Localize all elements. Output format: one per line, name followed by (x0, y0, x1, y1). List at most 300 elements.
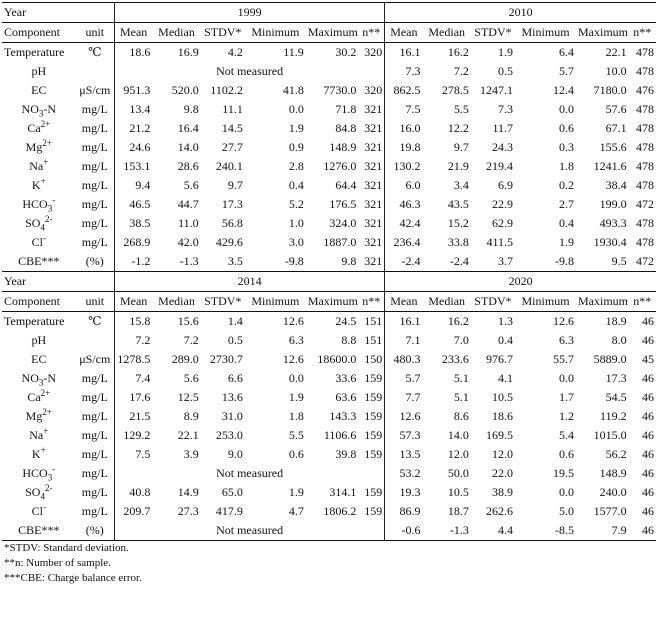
minimum-value: 0.4 (559, 216, 575, 230)
table-figure (2, 2, 656, 586)
median-value: 14.0 (447, 428, 469, 442)
year-2010: 2010 (385, 3, 656, 23)
median-value: 27.3 (177, 504, 199, 518)
n-value: 159 (358, 369, 384, 388)
mean-value: 18.6 (129, 45, 151, 59)
n-value: 321 (358, 138, 384, 157)
not-measured-note: Not measured (114, 62, 384, 81)
unit-cell: μS/cm (76, 350, 115, 369)
maximum-value: 119.2 (600, 409, 627, 423)
minimum-value: 1.9 (288, 485, 304, 499)
table-row (2, 195, 656, 214)
minimum-value: 0.2 (559, 178, 575, 192)
maximum-value: 148.9 (599, 466, 627, 480)
table-row (2, 426, 656, 445)
mean-value: 13.5 (399, 447, 421, 461)
maximum-value: 10.0 (605, 64, 627, 78)
stdv-value: 12.0 (492, 447, 514, 461)
minimum-header: Minimum (515, 23, 576, 43)
maximum-value: 1241.6 (593, 159, 627, 173)
unit-cell: ℃ (76, 312, 115, 332)
n-value: 321 (358, 100, 384, 119)
minimum-value: 5.4 (559, 428, 575, 442)
table-row (2, 388, 656, 407)
table-row (2, 445, 656, 464)
mean-value: 53.2 (399, 466, 421, 480)
unit-cell: (%) (76, 252, 115, 272)
maximum-value: 143.3 (329, 409, 357, 423)
maximum-value: 7.9 (576, 521, 629, 541)
maximum-value: 30.2 (335, 45, 357, 59)
table-row (2, 483, 656, 502)
table-row (2, 464, 656, 483)
minimum-value: 0.9 (288, 140, 304, 154)
table-row (2, 312, 656, 332)
minimum-value: 5.5 (288, 428, 304, 442)
n-value: 159 (358, 483, 384, 502)
table-row (2, 100, 656, 119)
median-value: 9.7 (453, 140, 469, 154)
component-name: $SO_4^{2-}$ (25, 214, 53, 233)
minimum-value: 19.5 (553, 466, 575, 480)
minimum-value: 1.8 (559, 159, 575, 173)
maximum-value: 148.9 (329, 140, 357, 154)
minimum-value: 0.6 (288, 447, 304, 461)
n-value: 320 (358, 81, 384, 100)
stdv-value: 6.6 (227, 371, 243, 385)
maximum-header: Maximum (576, 292, 629, 312)
maximum-value: 56.2 (605, 447, 627, 461)
minimum-value: -9.8 (515, 252, 576, 272)
minimum-value: 1.2 (559, 409, 575, 423)
median-value: 5.6 (183, 178, 199, 192)
component-name: $HCO_3^-$ (22, 464, 56, 483)
year-2014: 2014 (114, 272, 384, 292)
maximum-value: 1577.0 (593, 504, 627, 518)
n-value: 478 (636, 178, 654, 192)
n-value: 159 (358, 388, 384, 407)
maximum-value: 1930.4 (593, 235, 627, 249)
n-value: 478 (636, 235, 654, 249)
stdv-value: 9.0 (227, 447, 243, 461)
maximum-value: 324.0 (329, 216, 357, 230)
n-header: n** (629, 292, 656, 312)
minimum-value: 1.9 (288, 121, 304, 135)
minimum-value: 12.6 (282, 352, 304, 366)
unit-cell: mg/L (76, 100, 115, 119)
column-header-row (2, 23, 656, 43)
mean-value: 7.3 (405, 64, 421, 78)
unit-cell: (%) (76, 521, 115, 541)
minimum-value: 1.9 (559, 235, 575, 249)
maximum-value: 8.8 (341, 333, 357, 347)
footnotes (2, 541, 656, 586)
stdv-value: 31.0 (221, 409, 243, 423)
n-value: 321 (358, 195, 384, 214)
mean-value: 42.4 (399, 216, 421, 230)
mean-value: 153.1 (123, 159, 151, 173)
table-row (2, 62, 656, 81)
minimum-value: 4.7 (288, 504, 304, 518)
median-value: 50.0 (447, 466, 469, 480)
n-header: n** (629, 23, 656, 43)
unit-cell: mg/L (76, 388, 115, 407)
mean-value: 16.1 (399, 314, 421, 328)
maximum-value: 5889.0 (593, 352, 627, 366)
median-value: 11.0 (178, 216, 199, 230)
unit-cell: mg/L (76, 483, 115, 502)
median-header: Median (423, 292, 471, 312)
minimum-value: 11.9 (283, 45, 304, 59)
minimum-value: 2.8 (288, 159, 304, 173)
mean-value: -1.2 (114, 252, 152, 272)
mean-header: Mean (385, 292, 423, 312)
stdv-value: 6.9 (498, 178, 514, 192)
column-header-row (2, 292, 656, 312)
mean-value: 19.3 (399, 485, 421, 499)
median-value: 5.1 (453, 390, 469, 404)
table-row (2, 233, 656, 252)
component-name: EC (31, 83, 47, 97)
n-value: 46 (642, 428, 654, 442)
mean-header: Mean (385, 23, 423, 43)
stdv-value: 0.5 (227, 333, 243, 347)
stdv-value: 27.7 (221, 140, 243, 154)
n-value: 159 (358, 502, 384, 521)
mean-value: 19.8 (399, 140, 421, 154)
n-value: 45 (642, 352, 654, 366)
table-row (2, 138, 656, 157)
maximum-value: 314.1 (329, 485, 357, 499)
unit-cell: mg/L (76, 445, 115, 464)
median-value: 15.2 (447, 216, 469, 230)
median-value: 8.6 (453, 409, 469, 423)
stdv-value: 1.9 (498, 45, 514, 59)
n-value: 159 (358, 407, 384, 426)
n-value: 478 (636, 140, 654, 154)
not-measured-note: Not measured (114, 521, 384, 541)
n-value: 46 (642, 466, 654, 480)
maximum-value: 63.6 (335, 390, 357, 404)
n-value: 321 (358, 157, 384, 176)
stdv-header: STDV* (201, 292, 245, 312)
minimum-value: 6.3 (288, 333, 304, 347)
table-row (2, 81, 656, 100)
unit-cell: mg/L (76, 426, 115, 445)
unit-cell: μS/cm (76, 81, 115, 100)
median-value: -2.4 (423, 252, 471, 272)
maximum-value: 67.1 (605, 121, 627, 135)
stdv-value: 2730.7 (209, 352, 243, 366)
median-value: 33.8 (447, 235, 469, 249)
mean-value: 9.4 (135, 178, 151, 192)
unit-cell (76, 331, 115, 350)
median-value: 28.6 (177, 159, 199, 173)
mean-value: 21.5 (129, 409, 151, 423)
year-2020: 2020 (385, 272, 656, 292)
n-value: 46 (642, 314, 654, 328)
stdv-value: 219.4 (486, 159, 514, 173)
n-value: 478 (636, 45, 654, 59)
minimum-value: 41.8 (282, 83, 304, 97)
unit-cell: mg/L (76, 157, 115, 176)
unit-cell: mg/L (76, 369, 115, 388)
component-header: Component (2, 292, 76, 312)
stdv-value: 429.6 (215, 235, 243, 249)
median-value: 8.9 (183, 409, 199, 423)
minimum-value: 12.6 (553, 314, 575, 328)
table-row (2, 157, 656, 176)
n-value: 476 (636, 83, 654, 97)
minimum-value: 1.0 (288, 216, 304, 230)
maximum-value: 1015.0 (593, 428, 627, 442)
mean-value: 86.9 (399, 504, 421, 518)
minimum-value: 5.2 (288, 197, 304, 211)
maximum-value: 176.5 (329, 197, 357, 211)
stdv-value: 417.9 (215, 504, 243, 518)
component-name: Na+ (29, 426, 49, 442)
mean-value: 7.5 (405, 102, 421, 116)
n-value: 472 (636, 197, 654, 211)
median-value: 233.6 (441, 352, 469, 366)
mean-value: 862.5 (393, 83, 421, 97)
stdv-value: 411.5 (486, 235, 514, 249)
maximum-value: 39.8 (335, 447, 357, 461)
median-value: 7.2 (183, 333, 199, 347)
year-row (2, 3, 656, 23)
maximum-header: Maximum (306, 23, 359, 43)
median-value: 15.6 (177, 314, 199, 328)
mean-value: -0.6 (385, 521, 423, 541)
component-name: Na+ (29, 157, 49, 173)
maximum-header: Maximum (576, 23, 629, 43)
stdv-value: 253.0 (215, 428, 243, 442)
unit-cell: mg/L (76, 502, 115, 521)
unit-cell (76, 62, 115, 81)
minimum-value: 1.8 (288, 409, 304, 423)
minimum-value: 0.0 (559, 102, 575, 116)
n-value: 151 (358, 312, 384, 332)
median-value: -1.3 (152, 252, 200, 272)
mean-value: 21.2 (129, 121, 151, 135)
unit-header: unit (76, 23, 115, 43)
footnote: *STDV: Standard deviation. (4, 542, 129, 554)
unit-cell: mg/L (76, 464, 115, 483)
mean-value: -2.4 (385, 252, 423, 272)
mean-value: 17.6 (129, 390, 151, 404)
n-value: 320 (358, 43, 384, 63)
median-value: 16.4 (177, 121, 199, 135)
stdv-header: STDV* (471, 292, 515, 312)
unit-cell: ℃ (76, 43, 115, 63)
component-name: $Ca^{2+}$ (27, 388, 51, 404)
median-value: 7.0 (453, 333, 469, 347)
unit-cell: mg/L (76, 119, 115, 138)
maximum-value: 1806.2 (323, 504, 357, 518)
maximum-value: 240.0 (599, 485, 627, 499)
maximum-value: 22.1 (605, 45, 627, 59)
mean-value: 5.7 (405, 371, 421, 385)
median-value: -1.3 (423, 521, 471, 541)
mean-value: 480.3 (393, 352, 421, 366)
n-value: 159 (358, 445, 384, 464)
year-label: Year (2, 3, 114, 23)
median-value: 12.5 (177, 390, 199, 404)
median-value: 16.9 (177, 45, 199, 59)
stdv-value: 11.7 (492, 121, 514, 135)
table-row (2, 252, 656, 272)
footnote: ***CBE: Charge balance error. (4, 572, 142, 584)
mean-value: 209.7 (123, 504, 151, 518)
year-row (2, 272, 656, 292)
stdv-value: 1.4 (227, 314, 243, 328)
maximum-value: 54.5 (605, 390, 627, 404)
component-name: EC (31, 352, 47, 366)
stdv-value: 22.0 (492, 466, 514, 480)
maximum-value: 155.6 (599, 140, 627, 154)
mean-value: 7.5 (135, 447, 151, 461)
minimum-value: 3.0 (288, 235, 304, 249)
water-quality-table (2, 2, 656, 541)
component-name: CBE*** (2, 252, 76, 272)
stdv-value: 0.5 (498, 64, 514, 78)
minimum-value: 12.4 (553, 83, 575, 97)
table-row (2, 369, 656, 388)
mean-value: 7.2 (135, 333, 151, 347)
mean-value: 24.6 (129, 140, 151, 154)
minimum-value: 0.0 (559, 371, 575, 385)
stdv-value: 4.1 (498, 371, 514, 385)
maximum-value: 17.3 (605, 371, 627, 385)
not-measured-note: Not measured (114, 464, 384, 483)
median-value: 5.6 (183, 371, 199, 385)
minimum-value: 5.0 (559, 504, 575, 518)
median-header: Median (152, 292, 200, 312)
median-value: 10.5 (447, 485, 469, 499)
minimum-value: 6.4 (559, 45, 575, 59)
n-value: 478 (636, 159, 654, 173)
maximum-value: 9.5 (576, 252, 629, 272)
table-row (2, 214, 656, 233)
stdv-value: 3.7 (471, 252, 515, 272)
stdv-value: 1102.2 (210, 83, 243, 97)
component-name: $Ca^{2+}$ (27, 119, 51, 135)
mean-header: Mean (114, 292, 152, 312)
stdv-value: 7.3 (498, 102, 514, 116)
unit-cell: mg/L (76, 195, 115, 214)
mean-header: Mean (114, 23, 152, 43)
stdv-value: 24.3 (492, 140, 514, 154)
mean-value: 268.9 (123, 235, 151, 249)
mean-value: 46.3 (399, 197, 421, 211)
component-name: $NO_3-N$ (21, 102, 57, 119)
stdv-value: 9.7 (227, 178, 243, 192)
stdv-value: 3.5 (201, 252, 245, 272)
n-value: 46 (642, 504, 654, 518)
minimum-value: 0.0 (559, 485, 575, 499)
maximum-value: 1106.6 (323, 428, 357, 442)
median-value: 3.9 (183, 447, 199, 461)
component-name: Temperature (4, 45, 65, 59)
mean-value: 12.6 (399, 409, 421, 423)
maximum-value: 7180.0 (593, 83, 627, 97)
component-name: pH (31, 333, 47, 347)
minimum-value: -9.8 (245, 252, 306, 272)
minimum-value: 55.7 (553, 352, 575, 366)
minimum-value: 0.6 (559, 121, 575, 135)
n-header: n** (358, 292, 384, 312)
table-row (2, 43, 656, 63)
n-value: 46 (642, 390, 654, 404)
n-header: n** (358, 23, 384, 43)
median-value: 7.2 (453, 64, 469, 78)
year-1999: 1999 (114, 3, 384, 23)
stdv-value: 262.6 (486, 504, 514, 518)
mean-value: 16.0 (399, 121, 421, 135)
component-name: K+ (31, 445, 46, 461)
minimum-value: 1.7 (559, 390, 575, 404)
mean-value: 15.8 (129, 314, 151, 328)
n-value: 46 (642, 371, 654, 385)
maximum-value: 1887.0 (323, 235, 357, 249)
stdv-value: 1.3 (498, 314, 514, 328)
median-header: Median (423, 23, 471, 43)
stdv-value: 11.1 (222, 102, 243, 116)
mean-value: 7.7 (405, 390, 421, 404)
n-value: 321 (358, 252, 384, 272)
mean-value: 38.5 (129, 216, 151, 230)
n-value: 478 (636, 102, 654, 116)
median-value: 3.4 (453, 178, 469, 192)
stdv-value: 13.6 (221, 390, 243, 404)
unit-cell: mg/L (76, 138, 115, 157)
median-value: 18.7 (447, 504, 469, 518)
table-row (2, 407, 656, 426)
minimum-value: 0.3 (559, 140, 575, 154)
median-value: 9.8 (183, 102, 199, 116)
minimum-value: 12.6 (282, 314, 304, 328)
component-name: $Mg^{2+}$ (25, 138, 52, 154)
n-value: 46 (629, 521, 656, 541)
n-value: 321 (358, 176, 384, 195)
stdv-value: 0.4 (498, 333, 514, 347)
n-value: 321 (358, 119, 384, 138)
median-value: 278.5 (441, 83, 469, 97)
table-row (2, 350, 656, 369)
footnote: **n: Number of sample. (4, 557, 111, 569)
median-value: 14.0 (177, 140, 199, 154)
median-value: 22.1 (177, 428, 199, 442)
median-value: 43.5 (447, 197, 469, 211)
median-header: Median (152, 23, 200, 43)
maximum-value: 84.8 (335, 121, 357, 135)
n-value: 321 (358, 214, 384, 233)
unit-header: unit (76, 292, 115, 312)
maximum-value: 24.5 (335, 314, 357, 328)
median-value: 12.2 (447, 121, 469, 135)
stdv-value: 38.9 (492, 485, 514, 499)
maximum-value: 9.8 (306, 252, 359, 272)
median-value: 5.5 (453, 102, 469, 116)
mean-value: 40.8 (129, 485, 151, 499)
n-value: 478 (636, 64, 654, 78)
component-header: Component (2, 23, 76, 43)
component-name: $SO_4^{2-}$ (25, 483, 53, 502)
maximum-value: 38.4 (605, 178, 627, 192)
component-name: Temperature (4, 314, 65, 328)
n-value: 151 (358, 331, 384, 350)
unit-cell: mg/L (76, 407, 115, 426)
